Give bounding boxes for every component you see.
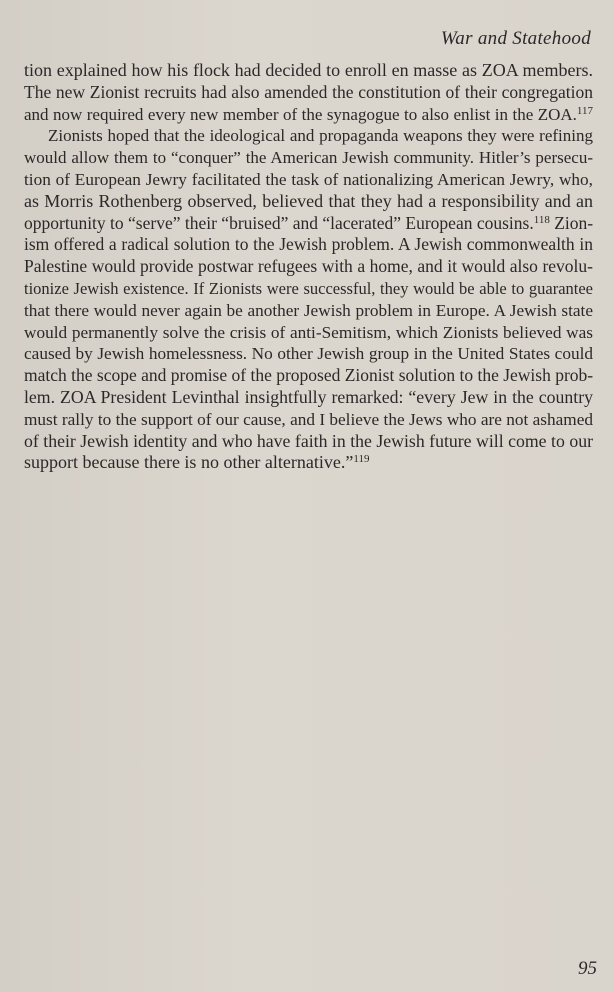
line-text: ism offered a radical solution to the Jewish problem. A Jewish commonwealth in [24, 234, 593, 255]
line-text: that there would never again be another Jewish problem in Europe. A Jewish state [24, 300, 593, 320]
text-line [24, 322, 593, 344]
text-line [24, 256, 593, 278]
text-line [24, 387, 593, 409]
footnote-ref: 118 [533, 213, 550, 226]
text-line [24, 300, 593, 322]
text-line [24, 365, 593, 387]
text-line [24, 125, 593, 147]
text-line [24, 343, 593, 365]
line-text: Palestine would provide postwar refugees with a home, and it would also revolu- [24, 256, 593, 277]
line-text: The new Zionist recruits had also amended the constitution of their congregation [24, 81, 593, 102]
text-line [24, 147, 593, 169]
line-text: match the scope and promise of the proposed Zionist solution to the Jewish prob- [24, 365, 594, 386]
text-line [24, 452, 593, 474]
text-line [24, 409, 593, 431]
text-line [24, 213, 593, 235]
line-text: must rally to the support of our cause, and I believe the Jews who are not ashamed [24, 409, 593, 429]
text-line [24, 278, 593, 300]
footnote-ref: 119 [353, 453, 370, 466]
line-text: caused by Jewish homelessness. No other Jewish group in the United States could [24, 344, 593, 364]
line-text: opportunity to “serve” their “bruised” and “lacerated” European cousins. [24, 212, 534, 233]
footnote-ref: 117 [576, 104, 593, 117]
text-line [24, 82, 593, 104]
line-text: tion of European Jewry facilitated the task of nationalizing American Jewry, who, [24, 169, 593, 189]
line-text-after: Zion- [549, 212, 594, 233]
line-text: tionize Jewish existence. If Zionists were successful, they would be able to guarantee [24, 278, 593, 298]
text-line [24, 431, 593, 453]
text-line [24, 60, 593, 82]
text-line [24, 234, 593, 256]
text-line [24, 191, 593, 213]
body-text [24, 60, 593, 474]
line-text: of their Jewish identity and who have faith in the Jewish future will come to our [24, 430, 593, 451]
line-text: as Morris Rothenberg observed, believed that they had a responsibility and an [24, 190, 593, 211]
line-text: would permanently solve the crisis of anti-Semitism, which Zionists believed was [24, 322, 593, 342]
page-number: 95 [578, 958, 597, 979]
line-text: support because there is no other alternative.” [24, 452, 354, 473]
line-text: would allow them to “conquer” the American Jewish community. Hitler’s persecu- [24, 148, 593, 168]
line-text: Zionists hoped that the ideological and propaganda weapons they were refining [48, 126, 593, 146]
line-text: and now required every new member of the synagogue to also enlist in the ZOA. [24, 104, 577, 124]
line-text: tion explained how his flock had decided to enroll en masse as ZOA members. [24, 60, 593, 80]
text-line [24, 104, 593, 126]
text-line [24, 169, 593, 191]
line-text: lem. ZOA President Levinthal insightfully remarked: “every Jew in the country [24, 386, 593, 407]
running-header: War and Statehood [440, 28, 591, 49]
